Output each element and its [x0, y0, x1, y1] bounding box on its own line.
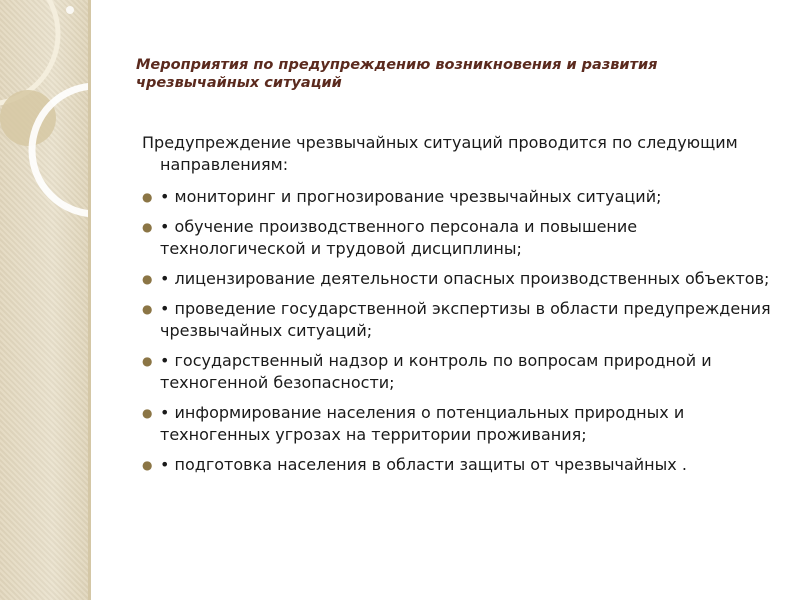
item-text: • лицензирование деятельности опасных производственных объектов;: [160, 269, 770, 288]
list-item: [142, 186, 772, 208]
decorative-circles: [0, 0, 88, 600]
item-text: • обучение производственного персонала и повышение технологической и трудовой дисциплины;: [160, 217, 638, 258]
slide-content: [142, 132, 772, 484]
item-text: • мониторинг и прогнозирование чрезвычайных ситуаций;: [160, 187, 662, 206]
top-ring: [0, 0, 58, 104]
item-text: • информирование населения о потенциальных природных и техногенных угрозах на территории проживания;: [160, 403, 685, 444]
bullet-icon: ●: [142, 220, 153, 234]
bullet-icon: ●: [142, 458, 153, 472]
list-item: [142, 216, 772, 260]
list-item: [142, 454, 772, 476]
decorative-side-panel: [0, 0, 88, 600]
slide-title: Мероприятия по предупреждению возникновения и развития чрезвычайных ситуаций: [136, 57, 658, 91]
bullet-list: [142, 186, 772, 476]
side-panel-border: [88, 0, 91, 600]
item-text: • проведение государственной экспертизы в области предупреждения чрезвычайных ситуаций;: [160, 299, 771, 340]
bullet-icon: ●: [142, 354, 153, 368]
list-item: [142, 402, 772, 446]
bullet-icon: ●: [142, 272, 153, 286]
item-text: • подготовка населения в области защиты от чрезвычайных .: [160, 455, 687, 474]
bullet-icon: ●: [142, 302, 153, 316]
bullet-icon: ●: [142, 190, 153, 204]
small-dot: [66, 6, 74, 14]
list-item: [142, 268, 772, 290]
item-text: • государственный надзор и контроль по вопросам природной и техногенной безопасности;: [160, 351, 712, 392]
bullet-icon: ●: [142, 406, 153, 420]
list-item: [142, 298, 772, 342]
list-item: [142, 350, 772, 394]
intro-text: Предупреждение чрезвычайных ситуаций проводится по следующим направлениям:: [142, 133, 738, 174]
filled-circle: [0, 90, 56, 146]
